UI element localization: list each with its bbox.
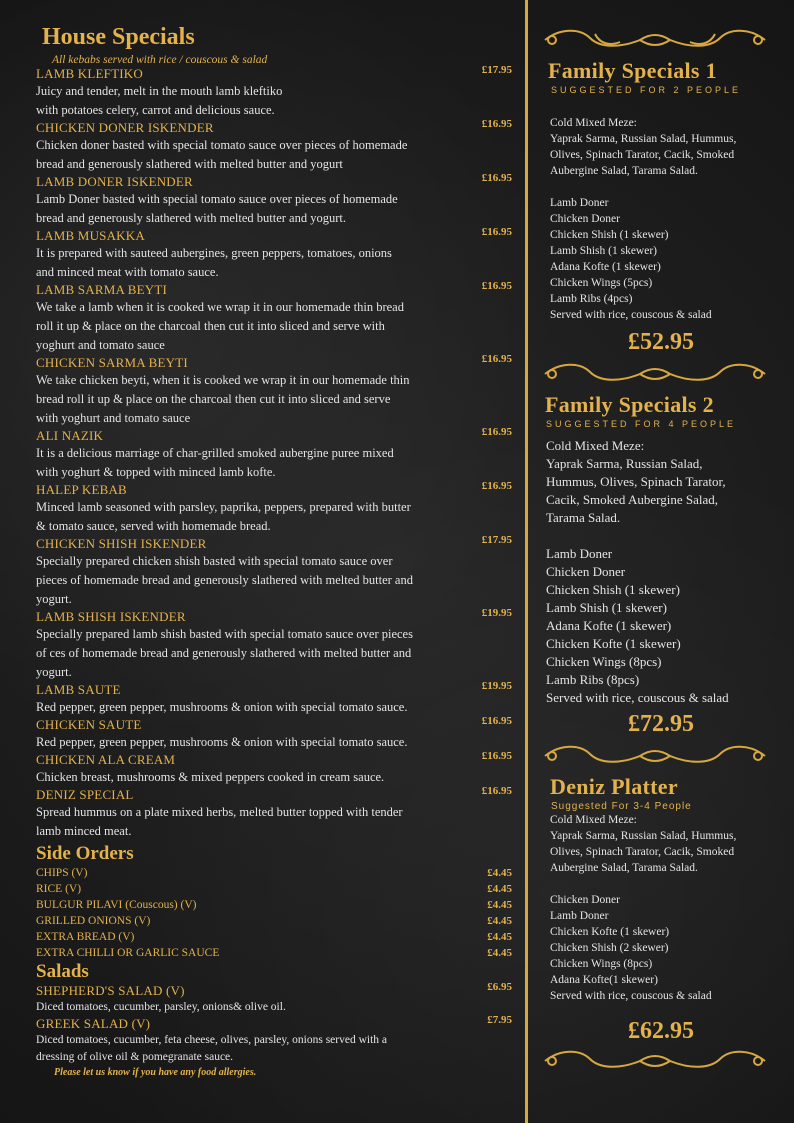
list-line: Lamb Ribs (8pcs) (546, 672, 640, 687)
family-specials-1-subtitle: SUGGESTED FOR 2 PEOPLE (551, 85, 742, 95)
ornament-divider-top (540, 26, 770, 54)
menu-item (36, 66, 516, 119)
menu-item-description: Lamb Doner basted with special tomato sauce over pieces of homemade (36, 192, 398, 206)
family-specials-1-meze (550, 115, 786, 179)
menu-item-description: bread and generously slathered with melted butter and yogurt. (36, 211, 346, 225)
salad-item-description: dressing of olive oil & pomegranate sauce. (36, 1051, 234, 1063)
menu-item-description: yogurt. (36, 665, 72, 679)
list-line: Lamb Doner (550, 197, 609, 209)
salad-item-price: £6.95 (487, 981, 512, 993)
menu-item-name: LAMB SHISH ISKENDER (36, 609, 186, 624)
list-line: Olives, Spinach Tarator, Cacik, Smoked (550, 149, 735, 161)
menu-item-price: £16.95 (481, 750, 512, 762)
menu-item (36, 682, 516, 716)
list-line: Chicken Kofte (1 skewer) (550, 926, 670, 938)
ornament-divider-bottom (540, 1047, 770, 1075)
deniz-platter-price: £62.95 (628, 1018, 694, 1044)
list-line: Lamb Shish (1 skewer) (546, 600, 667, 615)
side-order-name: EXTRA CHILLI OR GARLIC SAUCE (36, 947, 220, 959)
house-specials-subtitle: All kebabs served with rice / couscous & salad (52, 54, 268, 66)
menu-item-description: Juicy and tender, melt in the mouth lamb kleftiko (36, 84, 283, 98)
side-orders-list (36, 865, 516, 961)
side-order-row (36, 913, 516, 929)
side-order-name: CHIPS (V) (36, 867, 88, 879)
list-line: Cacik, Smoked Aubergine Salad, (546, 492, 718, 507)
list-line: Chicken Doner (546, 564, 626, 579)
side-order-name: EXTRA BREAD (V) (36, 931, 135, 943)
menu-item (36, 355, 516, 427)
menu-item-description: Specially prepared chicken shish basted with special tomato sauce over (36, 554, 393, 568)
list-line: Cold Mixed Meze: (550, 814, 637, 826)
menu-item-price: £16.95 (481, 118, 512, 130)
deniz-platter-title: Deniz Platter (550, 774, 678, 799)
list-line: Chicken Shish (1 skewer) (550, 229, 669, 241)
salads-list (36, 983, 516, 1065)
menu-item-description: We take a lamb when it is cooked we wrap it in our homemade thin bread (36, 300, 404, 314)
menu-item (36, 120, 516, 173)
menu-item-name: LAMB KLEFTIKO (36, 66, 143, 81)
menu-item-description: and minced meat with tomato sauce. (36, 265, 219, 279)
family-specials-2-meze (546, 437, 786, 527)
menu-item-description: Specially prepared lamb shish basted with special tomato sauce over pieces (36, 627, 413, 641)
menu-item-price: £16.95 (481, 715, 512, 727)
salad-item-description: Diced tomatoes, cucumber, feta cheese, olives, parsley, onions served with a (36, 1034, 388, 1046)
side-order-row (36, 897, 516, 913)
list-line: Served with rice, couscous & salad (550, 309, 712, 321)
menu-item-name: CHICKEN DONER ISKENDER (36, 120, 214, 135)
menu-item-name: LAMB DONER ISKENDER (36, 174, 193, 189)
list-line: Aubergine Salad, Tarama Salad. (550, 165, 698, 177)
list-line: Lamb Ribs (4pcs) (550, 293, 633, 305)
menu-item (36, 228, 516, 281)
menu-item-description: yogurt. (36, 592, 72, 606)
side-order-name: GRILLED ONIONS (V) (36, 915, 151, 927)
family-specials-1-title: Family Specials 1 (548, 58, 717, 83)
list-line: Chicken Wings (5pcs) (550, 277, 653, 289)
menu-item-name: LAMB SARMA BEYTI (36, 282, 168, 297)
list-line: Yaprak Sarma, Russian Salad, Hummus, (550, 133, 737, 145)
salad-item (36, 1016, 516, 1065)
list-line: Lamb Shish (1 skewer) (550, 245, 657, 257)
list-line: Adana Kofte (1 skewer) (546, 618, 672, 633)
ornament-divider-middle (540, 360, 770, 388)
list-line: Hummus, Olives, Spinach Tarator, (546, 474, 726, 489)
menu-item-description: Chicken doner basted with special tomato sauce over pieces of homemade (36, 138, 408, 152)
list-line: Tarama Salad. (546, 510, 621, 525)
family-specials-2-mains (546, 545, 786, 707)
ornament-divider-lower (540, 742, 770, 770)
menu-item-name: CHICKEN SAUTE (36, 717, 142, 732)
side-order-price: £4.45 (487, 867, 512, 879)
house-specials-list (36, 66, 516, 840)
list-line: Chicken Doner (550, 894, 620, 906)
menu-item-description: with yoghurt & topped with minced lamb kofte. (36, 465, 276, 479)
allergy-note: Please let us know if you have any food allergies. (54, 1067, 257, 1078)
menu-item-description: with potatoes celery, carrot and delicious sauce. (36, 103, 275, 117)
list-line: Adana Kofte(1 skewer) (550, 974, 658, 986)
menu-item (36, 717, 516, 751)
menu-item-description: Red pepper, green pepper, mushrooms & onion with special tomato sauce. (36, 700, 408, 714)
side-order-name: RICE (V) (36, 883, 82, 895)
side-order-price: £4.45 (487, 931, 512, 943)
side-order-price: £4.45 (487, 899, 512, 911)
menu-item-description: We take chicken beyti, when it is cooked we wrap it in our homemade thin (36, 373, 410, 387)
menu-item-price: £16.95 (481, 426, 512, 438)
side-order-row (36, 881, 516, 897)
menu-item-description: Minced lamb seasoned with parsley, paprika, peppers, prepared with butter (36, 500, 411, 514)
menu-item-name: CHICKEN SARMA BEYTI (36, 355, 188, 370)
menu-item (36, 482, 516, 535)
deniz-platter-mains (550, 892, 786, 1004)
salad-item-description: Diced tomatoes, cucumber, parsley, onions& olive oil. (36, 1001, 286, 1013)
family-specials-column (536, 0, 786, 1075)
menu-item-name: ALI NAZIK (36, 428, 104, 443)
salad-item-price: £7.95 (487, 1014, 512, 1026)
menu-item-description: bread and generously slathered with melted butter and yogurt (36, 157, 343, 171)
salad-item-name: GREEK SALAD (V) (36, 1016, 151, 1031)
menu-item-name: CHICKEN ALA CREAM (36, 752, 176, 767)
family-specials-1-mains (550, 195, 786, 323)
side-order-name: BULGUR PILAVI (Couscous) (V) (36, 899, 197, 911)
list-line: Chicken Shish (2 skewer) (550, 942, 669, 954)
menu-item-description: pieces of homemade bread and generously slathered with melted butter and (36, 573, 413, 587)
salad-item (36, 983, 516, 1015)
menu-item-description: It is a delicious marriage of char-grilled smoked aubergine puree mixed (36, 446, 394, 460)
menu-item-price: £16.95 (481, 480, 512, 492)
menu-item-price: £17.95 (481, 534, 512, 546)
list-line: Served with rice, couscous & salad (546, 690, 729, 705)
menu-item-price: £19.95 (481, 607, 512, 619)
deniz-platter-subtitle: Suggested For 3-4 People (551, 801, 692, 812)
house-specials-title: House Specials (42, 24, 195, 50)
family-specials-2-subtitle: SUGGESTED FOR 4 PEOPLE (546, 419, 737, 429)
list-line: Cold Mixed Meze: (546, 438, 645, 453)
list-line: Lamb Doner (550, 910, 609, 922)
menu-item-description: of ces of homemade bread and generously slathered with melted butter and (36, 646, 412, 660)
menu-item-description: lamb minced meat. (36, 824, 132, 838)
menu-item-name: CHICKEN SHISH ISKENDER (36, 536, 207, 551)
list-line: Chicken Wings (8pcs) (546, 654, 662, 669)
menu-item (36, 428, 516, 481)
menu-item-price: £16.95 (481, 280, 512, 292)
list-line: Adana Kofte (1 skewer) (550, 261, 661, 273)
menu-item-description: Red pepper, green pepper, mushrooms & onion with special tomato sauce. (36, 735, 408, 749)
list-line: Chicken Doner (550, 213, 620, 225)
list-line: Aubergine Salad, Tarama Salad. (550, 862, 698, 874)
family-specials-2-title: Family Specials 2 (545, 392, 714, 417)
menu-item-name: DENIZ SPECIAL (36, 787, 134, 802)
menu-item (36, 787, 516, 840)
menu-item-price: £19.95 (481, 680, 512, 692)
menu-item-description: yoghurt and tomato sauce (36, 338, 165, 352)
salads-title: Salads (36, 961, 89, 982)
list-line: Served with rice, couscous & salad (550, 990, 712, 1002)
menu-item-price: £16.95 (481, 785, 512, 797)
menu-item-description: Spread hummus on a plate mixed herbs, melted butter topped with tender (36, 805, 403, 819)
list-line: Chicken Shish (1 skewer) (546, 582, 680, 597)
family-specials-2-price: £72.95 (628, 711, 694, 737)
menu-item (36, 609, 516, 681)
column-divider (525, 0, 528, 1123)
side-order-row (36, 945, 516, 961)
list-line: Yaprak Sarma, Russian Salad, (546, 456, 703, 471)
list-line: Chicken Kofte (1 skewer) (546, 636, 681, 651)
side-order-price: £4.45 (487, 883, 512, 895)
side-order-price: £4.45 (487, 915, 512, 927)
menu-item-name: LAMB MUSAKKA (36, 228, 145, 243)
list-line: Yaprak Sarma, Russian Salad, Hummus, (550, 830, 737, 842)
menu-item-price: £16.95 (481, 172, 512, 184)
menu-item-price: £16.95 (481, 353, 512, 365)
list-line: Chicken Wings (8pcs) (550, 958, 653, 970)
menu-item-description: & tomato sauce, served with homemade bread. (36, 519, 271, 533)
menu-item-name: LAMB SAUTE (36, 682, 121, 697)
menu-item-name: HALEP KEBAB (36, 482, 127, 497)
side-order-row (36, 865, 516, 881)
family-specials-1-price: £52.95 (628, 329, 694, 355)
salad-item-name: SHEPHERD'S SALAD (V) (36, 983, 185, 998)
side-orders-title: Side Orders (36, 843, 134, 864)
menu-item-description: with yoghurt and tomato sauce (36, 411, 191, 425)
menu-item (36, 536, 516, 608)
list-line: Cold Mixed Meze: (550, 117, 637, 129)
list-line: Olives, Spinach Tarator, Cacik, Smoked (550, 846, 735, 858)
menu-item-description: Chicken breast, mushrooms & mixed peppers cooked in cream sauce. (36, 770, 385, 784)
menu-item-description: roll it up & place on the charcoal then cut it into sliced and serve with (36, 319, 385, 333)
list-line: Lamb Doner (546, 546, 613, 561)
menu-item-price: £16.95 (481, 226, 512, 238)
menu-item (36, 282, 516, 354)
menu-item-price: £17.95 (481, 64, 512, 76)
side-order-row (36, 929, 516, 945)
menu-item (36, 752, 516, 786)
side-order-price: £4.45 (487, 947, 512, 959)
menu-item (36, 174, 516, 227)
deniz-platter-meze (550, 812, 786, 876)
house-specials-column (36, 22, 516, 1078)
menu-item-description: bread roll it up & place on the charcoal then cut it into sliced and serve (36, 392, 391, 406)
menu-item-description: It is prepared with sauteed aubergines, green peppers, tomatoes, onions (36, 246, 392, 260)
